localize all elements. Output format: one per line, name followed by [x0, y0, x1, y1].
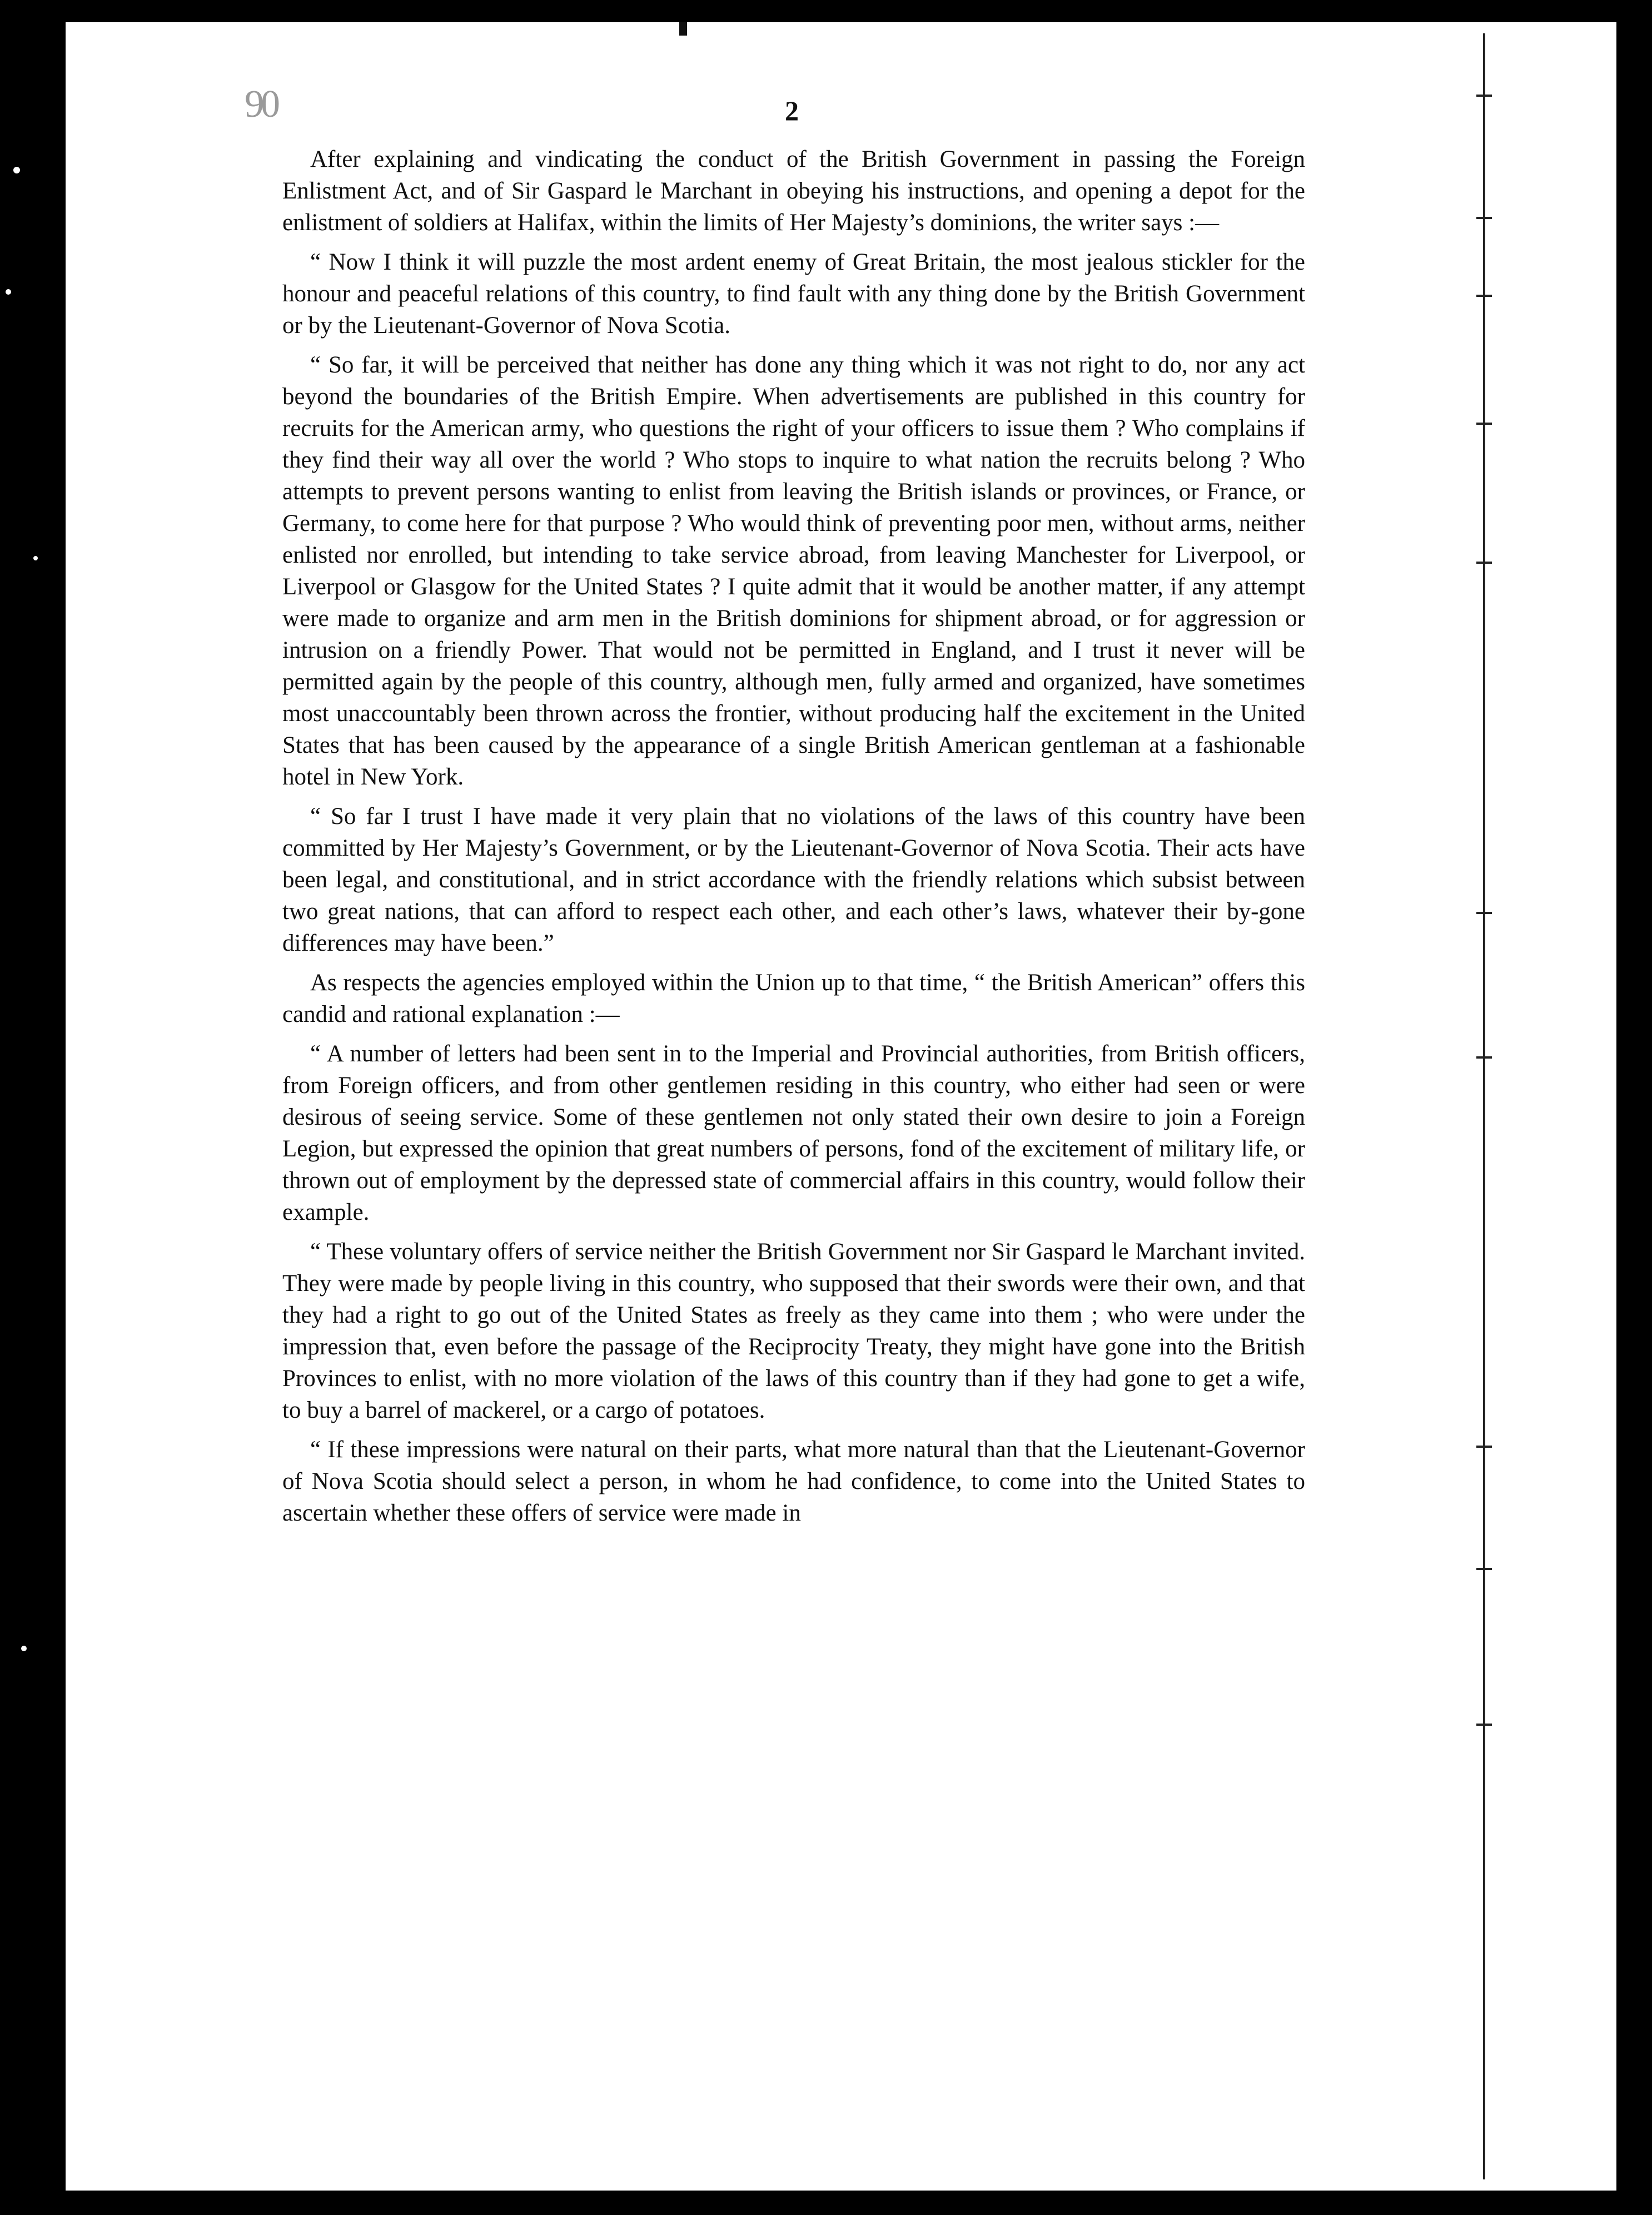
page-number: 2 [785, 95, 799, 126]
paragraph: “ Now I think it will puzzle the most ardent enemy of Great Britain, the most jealous stickler for the honour and peaceful relations of this country, to find fault with any thing done by the British Government or by the Lieutenant-Governor of Nova Scotia. [282, 249, 1305, 339]
top-mark [679, 22, 687, 36]
binding-line [1483, 33, 1485, 2179]
folio-mark: 90 [245, 83, 277, 126]
binding-tick [1476, 1724, 1492, 1726]
binding-tick [1476, 217, 1492, 219]
binding-tick [1476, 1568, 1492, 1570]
binding-tick [1476, 1056, 1492, 1059]
binding-tick [1476, 95, 1492, 97]
scan-blot [39, 1001, 50, 1020]
scan-speck [21, 1646, 27, 1651]
paragraph: “ So far I trust I have made it very plain that no violations of the laws of this country have been committed by Her Majesty’s Government, or by the Lieutenant-Governor of Nova Scotia. Their acts have been legal, and constitutional, and in strict accordance with the friendly relations which subsist between two great nations, that can afford to respect each other, and each other’s laws, whatever their by-gone differences may have been.” [282, 803, 1305, 956]
margin-strip [1472, 22, 1616, 2191]
scan-speck [13, 167, 20, 173]
binding-tick [1476, 423, 1492, 425]
paragraph: “ If these impressions were natural on their parts, what more natural than that the Lieutenant-Governor of Nova Scotia should select a person, in whom he had confidence, to come into the United States to ascertain whether these offers of service were made in [282, 1437, 1305, 1526]
paragraph: “ These voluntary offers of service neither the British Government nor Sir Gaspard le Marchant invited. They were made by people living in this country, who supposed that their swords were their own, and that they had a right to go out of the United States as freely as they came into them ; who were under the impression that, even before the passage of the Reciprocity Treaty, they might have gone into the British Provinces to enlist, with no more violation of the laws of this country than if they had gone to get a wife, to buy a barrel of mackerel, or a cargo of potatoes. [282, 1239, 1305, 1423]
binding-tick [1476, 912, 1492, 914]
body-text [282, 143, 1305, 1537]
paragraph: “ A number of letters had been sent in to the Imperial and Provincial authorities, from British officers, from Foreign officers, and from other gentlemen residing in this country, who either had seen or were desirous of seeing service. Some of these gentlemen not only stated their own desire to join a Foreign Legion, but expressed the opinion that great numbers of persons, fond of the excitement of military life, or thrown out of employment by the depressed state of commercial affairs in this country, would follow their example. [282, 1041, 1305, 1225]
paragraph: “ So far, it will be perceived that neither has done any thing which it was not right to do, nor any act beyond the boundaries of the British Empire. When advertisements are published in this country for recruits for the American army, who questions the right of your officers to issue them ? Who complains if they find their way all over the world ? Who stops to inquire to what nation the recruits belong ? Who attempts to prevent persons wanting to enlist from leaving the British islands or provinces, or France, or Germany, to come here for that purpose ? Who would think of preventing poor men, without arms, neither enlisted nor enrolled, but intending to take service abroad, from leaving Manchester for Liverpool, or Liverpool or Glasgow for the United States ? I quite admit that it would be another matter, if any attempt were made to organize and arm men in the British dominions for shipment abroad, or for aggression or intrusion on a friendly Power. That would not be permitted in England, and I trust it never will be permitted again by the people of this country, although men, fully armed and organized, have sometimes most unaccountably been thrown across the frontier, without producing half the excitement in the United States that has been caused by the appearance of a single British American gentleman at a fashionable hotel in New York. [282, 352, 1305, 790]
scan-speck [33, 556, 38, 560]
paragraph: After explaining and vindicating the conduct of the British Government in passing the Foreign Enlistment Act, and of Sir Gaspard le Marchant in obeying his instructions, and opening a depot for the enlistment of soldiers at Halifax, within the limits of Her Majesty’s dominions, the writer says :— [282, 146, 1305, 236]
binding-tick [1476, 295, 1492, 297]
binding-tick [1476, 1446, 1492, 1448]
binding-tick [1476, 562, 1492, 564]
paragraph: As respects the agencies employed within the Union up to that time, “ the British American” offers this candid and rational explanation :— [282, 970, 1305, 1027]
scan-speck [6, 289, 11, 295]
